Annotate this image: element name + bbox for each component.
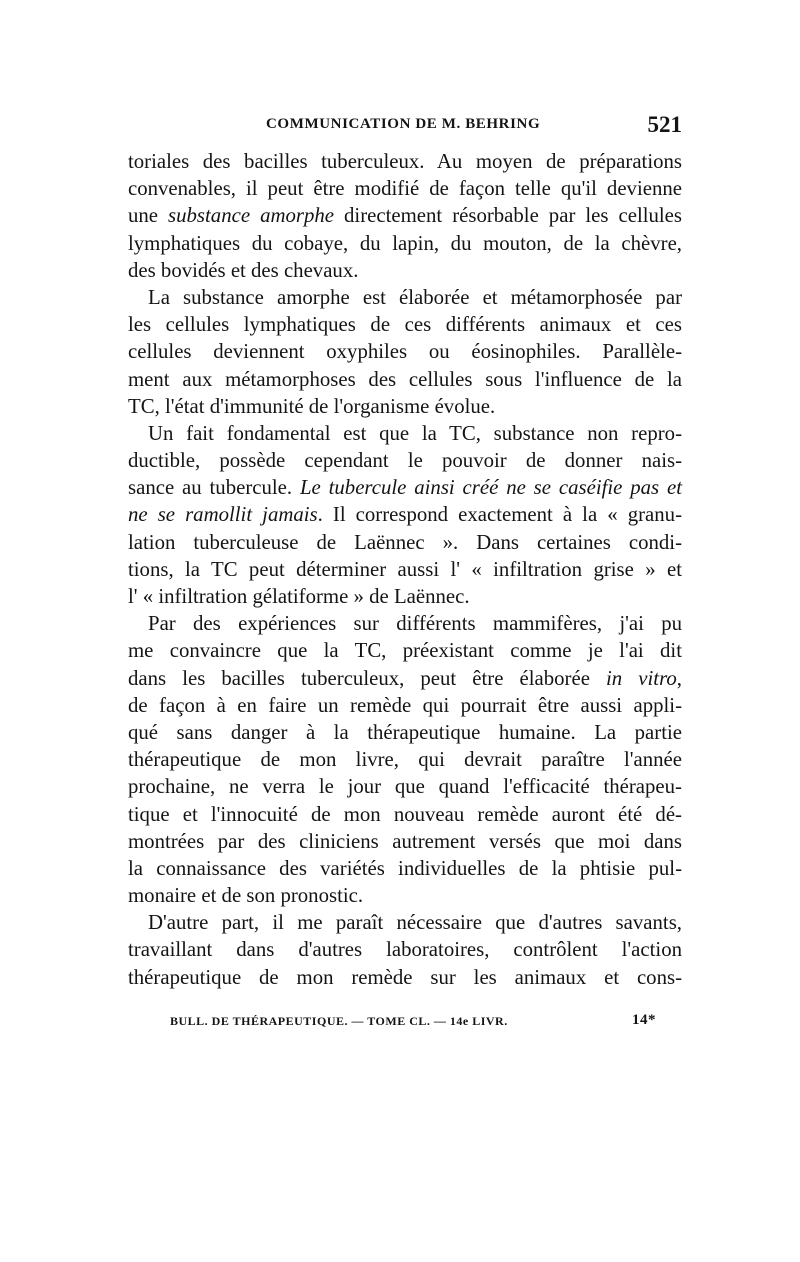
text-line: [128, 202, 682, 229]
text-line: Par des expériences sur différents mammifères, j'ai pu: [148, 612, 682, 636]
text-line: tique et l'innocuité de mon nouveau remède auront été dé-: [128, 802, 682, 826]
text-line: ment aux métamorphoses des cellules sous l'influence de la: [128, 367, 682, 391]
text-line: [128, 501, 682, 528]
text-line: ductible, possède cependant le pouvoir de donner nais-: [128, 449, 682, 473]
text-line: montrées par des cliniciens autrement versés que moi dans: [128, 829, 682, 853]
text-run: directement résorbable par les cellules: [334, 204, 683, 228]
text-line: [128, 665, 682, 692]
text-line: thérapeutique de mon remède sur les animaux et cons-: [128, 965, 682, 989]
text-line: tions, la TC peut déterminer aussi l' « infiltration grise » et: [128, 557, 682, 581]
text-line: Un fait fondamental est que la TC, substance non repro-: [148, 421, 682, 445]
text-line: me convaincre que la TC, préexistant comme je l'ai dit: [128, 639, 682, 663]
running-title: COMMUNICATION DE M. BEHRING: [266, 116, 541, 132]
text-line: [128, 474, 682, 501]
text-line: D'autre part, il me paraît nécessaire que d'autres savants,: [148, 911, 682, 935]
text-line: qué sans danger à la thérapeutique humaine. La partie: [128, 720, 682, 744]
text-run: une: [128, 204, 169, 228]
text-run: . Il correspond exactement à la « granu-: [317, 503, 682, 527]
italic-phrase: Le tubercule ainsi créé ne se caséifie pas et: [299, 476, 682, 500]
page-footer: [170, 1014, 684, 1034]
body-text: [128, 148, 682, 991]
running-head: [128, 112, 682, 140]
page-number: 521: [647, 112, 682, 137]
text-line: de façon à en faire un remède qui pourrait être aussi appli-: [128, 693, 682, 717]
text-line: thérapeutique de mon livre, qui devrait paraître l'année: [128, 748, 682, 772]
journal-footer: BULL. DE THÉRAPEUTIQUE. — TOME CL. — 14e LIVR.: [170, 1014, 508, 1028]
text-line: la connaissance des variétés individuelles de la phtisie pul-: [128, 856, 682, 880]
text-run: dans les bacilles tuberculeux, peut être élaborée: [128, 666, 607, 690]
text-line: l' « infiltration gélatiforme » de Laënnec.: [128, 585, 470, 608]
italic-phrase: ne se ramollit jamais: [128, 503, 318, 527]
text-line: travaillant dans d'autres laboratoires, contrôlent l'action: [128, 938, 682, 962]
text-run: ,: [676, 666, 682, 690]
text-line: convenables, il peut être modifié de façon telle qu'il devienne: [128, 177, 682, 201]
text-line: monaire et de son pronostic.: [128, 884, 364, 908]
text-line: La substance amorphe est élaborée et métamorphosée par: [148, 285, 682, 309]
italic-phrase: in vitro: [606, 666, 677, 690]
italic-phrase: substance amorphe: [168, 204, 335, 228]
text-line: lymphatiques du cobaye, du lapin, du mouton, de la chèvre,: [128, 231, 682, 255]
text-line: lation tuberculeuse de Laënnec ». Dans certaines condi-: [128, 530, 682, 554]
text-run: sance au tubercule.: [128, 476, 300, 500]
text-line: cellules deviennent oxyphiles ou éosinophiles. Parallèle-: [128, 340, 682, 364]
text-line: TC, l'état d'immunité de l'organisme évolue.: [128, 394, 496, 418]
text-line: toriales des bacilles tuberculeux. Au moyen de préparations: [128, 150, 682, 173]
text-line: prochaine, ne verra le jour que quand l'efficacité thérapeu-: [128, 775, 682, 799]
signature-mark: 14*: [632, 1012, 656, 1028]
text-line: les cellules lymphatiques de ces différents animaux et ces: [128, 313, 682, 337]
text-line: des bovidés et des chevaux.: [128, 258, 359, 282]
